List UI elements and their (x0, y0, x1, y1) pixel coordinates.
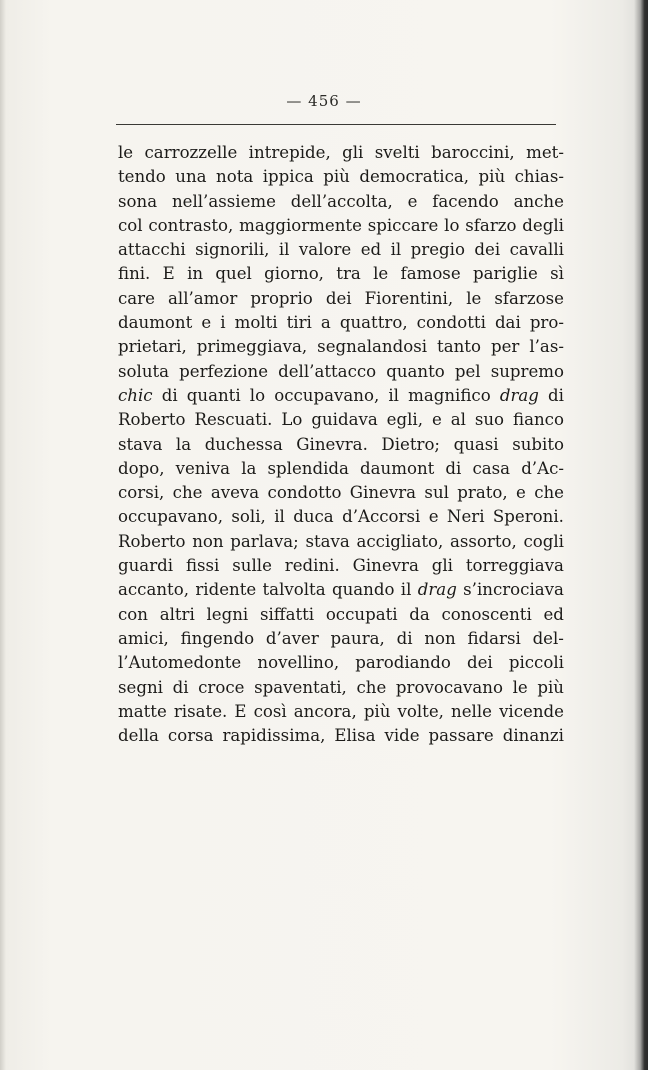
page-binding-edge (634, 0, 648, 1070)
text-line: fini. E in quel giorno, tra le famose pariglie sì (118, 264, 564, 284)
text-line: soluta perfezione dell’attacco quanto pel supremo (118, 361, 564, 381)
text-line: chic di quanti lo occupavano, il magnifico drag di (118, 385, 564, 405)
text-line: occupavano, soli, il duca d’Accorsi e Neri Speroni. (118, 507, 564, 527)
body-text (118, 141, 564, 748)
text-line: tendo una nota ippica più democratica, più chias- (118, 167, 564, 187)
text-line: col contrasto, maggiormente spiccare lo sfarzo degli (118, 215, 564, 235)
text-line: Roberto non parlava; stava accigliato, assorto, cogli (118, 531, 564, 551)
page-left-shadow (0, 0, 6, 1070)
text-line: stava la duchessa Ginevra. Dietro; quasi subito (118, 434, 564, 454)
text-line: guardi fissi sulle redini. Ginevra gli torreggiava (118, 556, 564, 576)
text-line: corsi, che aveva condotto Ginevra sul prato, e che (118, 483, 564, 503)
text-line: prietari, primeggiava, segnalandosi tanto per l’as- (118, 337, 564, 357)
text-line: l’Automedonte novellino, parodiando dei piccoli (118, 653, 564, 673)
text-line: sona nell’assieme dell’accolta, e facendo anche (118, 191, 564, 211)
text-line: della corsa rapidissima, Elisa vide passare dinanzi (118, 726, 564, 746)
text-line: accanto, ridente talvolta quando il drag s’incrociava (118, 580, 564, 600)
header-rule (116, 124, 556, 125)
page-number: — 456 — (286, 92, 362, 110)
text-line: segni di croce spaventati, che provocavano le più (118, 677, 564, 697)
text-line: attacchi signorili, il valore ed il pregio dei cavalli (118, 240, 564, 260)
text-line: care all’amor proprio dei Fiorentini, le sfarzose (118, 288, 564, 308)
text-line: matte risate. E così ancora, più volte, nelle vicende (118, 701, 564, 721)
text-line: le carrozzelle intrepide, gli svelti baroccini, met- (118, 143, 564, 162)
text-line: dopo, veniva la splendida daumont di casa d’Ac- (118, 458, 564, 478)
text-line: daumont e i molti tiri a quattro, condotti dai pro- (118, 313, 564, 333)
text-line: Roberto Rescuati. Lo guidava egli, e al suo fianco (118, 410, 564, 430)
text-line: amici, fingendo d’aver paura, di non fidarsi del- (118, 628, 564, 648)
text-line: con altri legni siffatti occupati da conoscenti ed (118, 604, 564, 624)
